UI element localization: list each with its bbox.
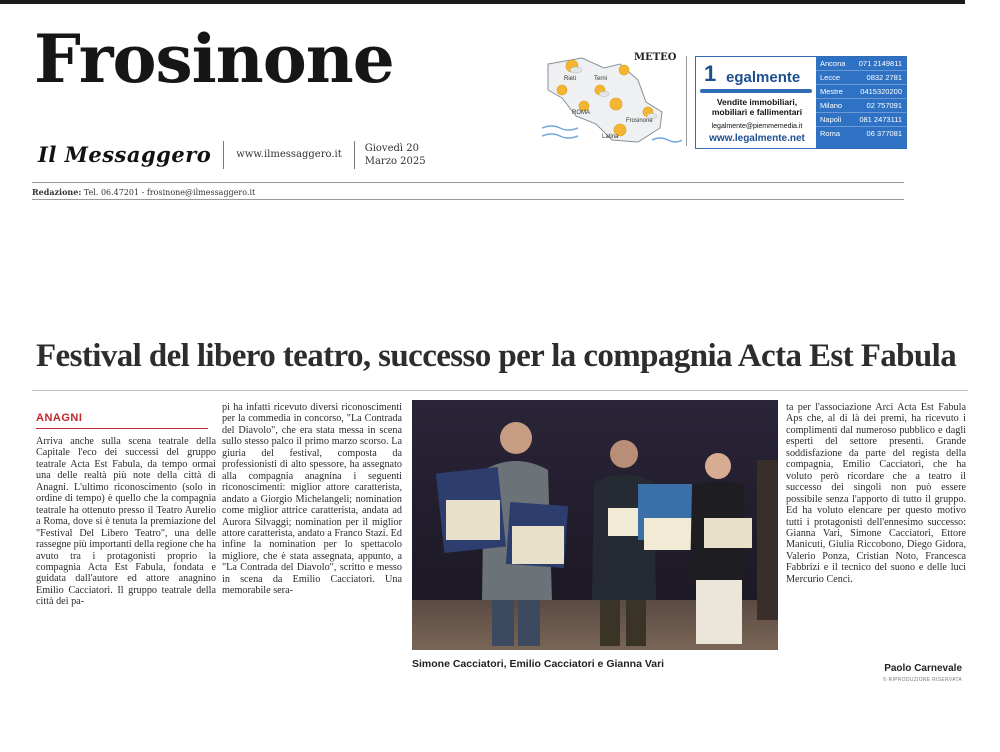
article-column-3: ta per l'associazione Arci Acta Est Fabula Aps che, al di là dei premi, ha ricevuto i complimenti dal numeroso pubblico e dagli esperti del settore presenti. Grande soddisfazione da parte del regista della compagnia, Emilio Cacciatori, che ha voluto però ricordare che a teatro il successo dei singoli non può essere possibile senza l'apporto di tutto il gruppo. Ed ha voluto elencare per questo motivo tutti i protagonisti dell'ennesimo successo: Gianna Vari, Simone Cacciatori, Ettore Manicuti, Giulia Riccobono, Diego Gidora, Valerio Ponza, Cristian Noto, Francesca Fabbrizi e il tecnico del suono e delle luci Mercurio Cenci. (786, 402, 966, 585)
weather-widget (542, 50, 682, 148)
award-photo-image (412, 400, 778, 650)
ad-contact-city: Napoli (820, 115, 842, 124)
ad-contact-phone: 081 2473111 (859, 115, 902, 124)
ad-contact-phone: 071 2149811 (858, 59, 902, 68)
ad-contact-phone: 0832 2781 (866, 73, 902, 82)
header-rule (32, 199, 904, 200)
weather-city-label: Frosinone (626, 118, 653, 124)
article-headline: Festival del libero teatro, successo per la compagnia Acta Est Fabula (36, 338, 957, 374)
ad-contact-row (816, 113, 906, 127)
article-column-2: pi ha infatti ricevuto diversi riconoscimenti per la commedia in concorso, "La Contrada del Diavolo", che era stata messa in scena sullo stesso palco il primo marzo scorso. La giuria del festival, composta da professionisti di alto spessore, ha assegnato alla compagnia anagnina i seguenti riconoscimenti: miglior attore caratterista, andato a Giorgio Michelangeli; nomination come miglior attrice caratterista, andata ad Aurora Silvaggi; nomination per il miglior attore caratterista, andato a Franco Stazi. Ed infine la nomination per lo spettacolo migliore, che è stata assegnata, appunto, a "La Contrada del Diavolo", scritto e messo in scena da Emilio Cacciatori. Una memorabile sera- (222, 402, 402, 597)
ad-contact-row (816, 85, 906, 99)
ad-brand-panel (696, 57, 816, 148)
ad-contact-city: Mestre (820, 87, 843, 96)
ad-contact-row (816, 57, 906, 71)
headline-rule (32, 390, 968, 391)
top-border (0, 0, 965, 4)
weather-map-icon (542, 50, 682, 148)
ad-contact-phone: 06 377081 (866, 129, 902, 138)
article-photo[interactable] (412, 400, 778, 650)
weather-city-label: Terni (594, 76, 608, 82)
divider (686, 56, 687, 146)
article-kicker: ANAGNI (36, 412, 83, 424)
weather-label: METEO (634, 52, 677, 63)
ad-contact-city: Ancona (820, 59, 846, 68)
ad-website[interactable]: www.legalmente.net (709, 133, 805, 144)
ad-subtitle: Vendite immobiliari, mobiliari e fallimentari (711, 97, 803, 117)
photo-caption: Simone Cacciatori, Emilio Cacciatori e Gianna Vari (412, 658, 665, 670)
redazione-line (32, 187, 255, 197)
newspaper-logo[interactable]: Il Messaggero (38, 141, 224, 169)
issue-month-year: Marzo 2025 (364, 156, 426, 167)
ad-contact-city: Lecce (820, 73, 841, 82)
legalmente-ad[interactable] (695, 56, 907, 149)
redazione-label: Redazione: (32, 187, 82, 197)
weather-city-label: ROMA (572, 110, 590, 116)
brand-row (38, 138, 426, 172)
masthead-title: Frosinone (34, 20, 394, 98)
ad-contacts (816, 57, 906, 148)
ad-email[interactable]: legalmente@piemmemedia.it (711, 123, 803, 130)
weather-city-label: Rieti (564, 76, 577, 82)
reproduction-notice: © RIPRODUZIONE RISERVATA (882, 677, 962, 683)
ad-contact-phone: 0415320200 (860, 87, 902, 96)
ad-logo-name: egalmente (726, 69, 801, 86)
ad-swoosh (700, 89, 812, 93)
newspaper-url[interactable]: www.ilmessaggero.it (224, 141, 354, 169)
redazione-contact: Tel. 06.47201 - frosinone@ilmessaggero.it (83, 188, 256, 197)
ad-contact-row (816, 71, 906, 85)
ad-contact-city: Milano (820, 101, 843, 110)
ad-logo-mark: 1 (704, 61, 717, 86)
article-column-1: Arriva anche sulla scena teatrale della Capitale l'eco dei successi del gruppo teatrale Acta Est Fabula, da tempo ormai una delle realtà più note della città di Anagni. L'ultimo riconoscimento (solo in ordine di tempo) è quello che la compagnia teatrale ha ottenuto presso il Teatro Aurelio a Roma, dove si è tenuta la premiazione del "Festival Del Libero Teatro", una delle rassegne più importanti della regione che ha avuto tra i protagonisti proprio la compagnia Acta Est Fabula, fondata e guidata dall'autore ed attore anagnino Emilio Cacciatori. Il gruppo teatrale della città dei pa- (36, 436, 216, 608)
header-rule (32, 182, 904, 183)
article-byline: Paolo Carnevale (884, 663, 962, 674)
issue-date (355, 142, 426, 168)
ad-contact-row (816, 127, 906, 140)
weather-city-label: Latina (602, 134, 619, 140)
ad-contact-phone: 02 757091 (866, 101, 902, 110)
ad-contact-city: Roma (820, 129, 841, 138)
kicker-rule (36, 428, 208, 429)
ad-contact-row (816, 99, 906, 113)
issue-day: Giovedì 20 (364, 143, 419, 154)
